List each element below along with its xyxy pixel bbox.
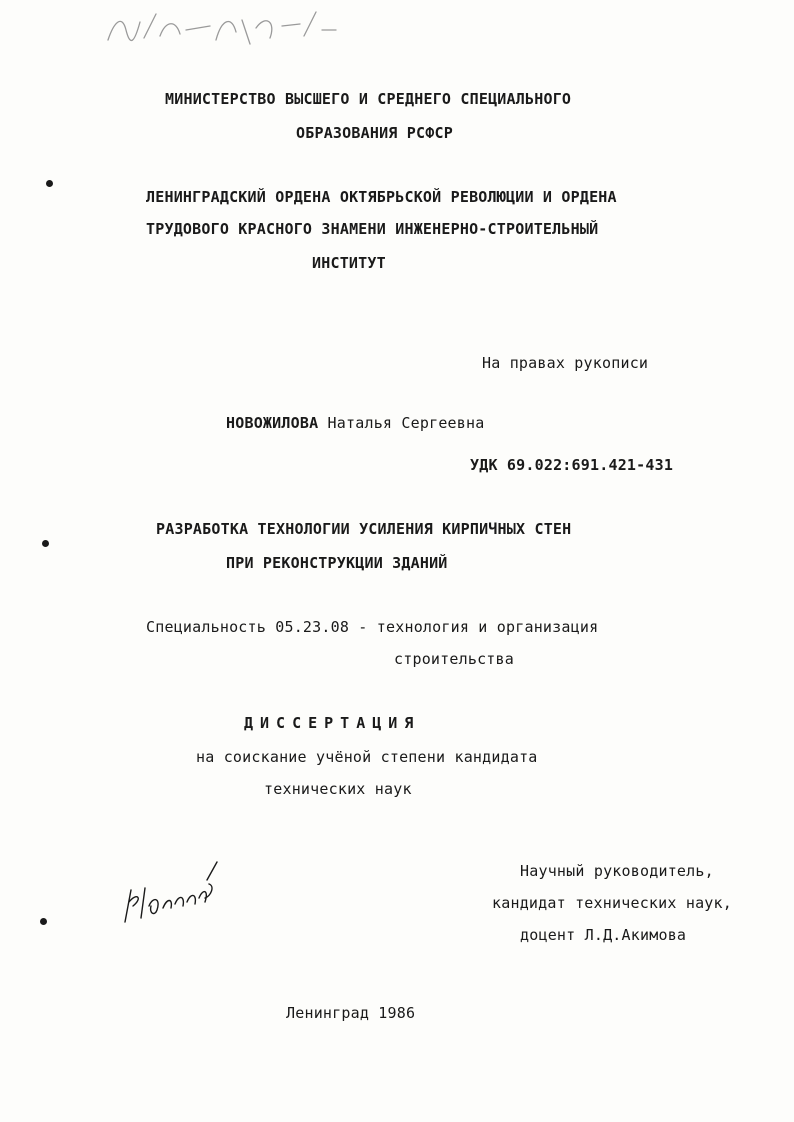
margin-dot-mark — [42, 540, 49, 547]
author-name — [226, 414, 484, 432]
specialty-line-2: строительства — [394, 650, 514, 668]
dissertation-title-line-2: ПРИ РЕКОНСТРУКЦИИ ЗДАНИЙ — [226, 554, 448, 572]
margin-dot-mark — [40, 918, 47, 925]
dissertation-heading: ДИССЕРТАЦИЯ — [244, 714, 421, 732]
dissertation-title-line-1: РАЗРАБОТКА ТЕХНОЛОГИИ УСИЛЕНИЯ КИРПИЧНЫХ СТЕН — [156, 520, 572, 538]
place-and-year: Ленинград 1986 — [286, 1004, 416, 1022]
degree-line-1: на соискание учёной степени кандидата — [196, 748, 538, 766]
ministry-line-1: МИНИСТЕРСТВО ВЫСШЕГО И СРЕДНЕГО СПЕЦИАЛЬНОГО — [165, 90, 572, 108]
udc-code: УДК 69.022:691.421-431 — [470, 456, 674, 474]
author-surname: НОВОЖИЛОВА — [226, 414, 319, 432]
margin-dot-mark — [46, 180, 53, 187]
supervisor-line-2: кандидат технических наук, — [492, 894, 732, 912]
institute-line-1: ЛЕНИНГРАДСКИЙ ОРДЕНА ОКТЯБРЬСКОЙ РЕВОЛЮЦИИ И ОРДЕНА — [146, 188, 617, 206]
handwritten-signature — [115, 840, 230, 940]
institute-line-3: ИНСТИТУТ — [312, 254, 386, 272]
degree-line-2: технических наук — [264, 780, 412, 798]
author-given-names: Наталья Сергеевна — [327, 414, 485, 432]
manuscript-note: На правах рукописи — [482, 354, 649, 372]
ministry-line-2: ОБРАЗОВАНИЯ РСФСР — [296, 124, 453, 142]
supervisor-line-3: доцент Л.Д.Акимова — [520, 926, 687, 944]
specialty-line-1: Специальность 05.23.08 - технология и организация — [146, 618, 599, 636]
supervisor-line-1: Научный руководитель, — [520, 862, 714, 880]
institute-line-2: ТРУДОВОГО КРАСНОГО ЗНАМЕНИ ИНЖЕНЕРНО-СТРОИТЕЛЬНЫЙ — [146, 220, 599, 238]
pencil-scribble-mark — [100, 0, 350, 55]
